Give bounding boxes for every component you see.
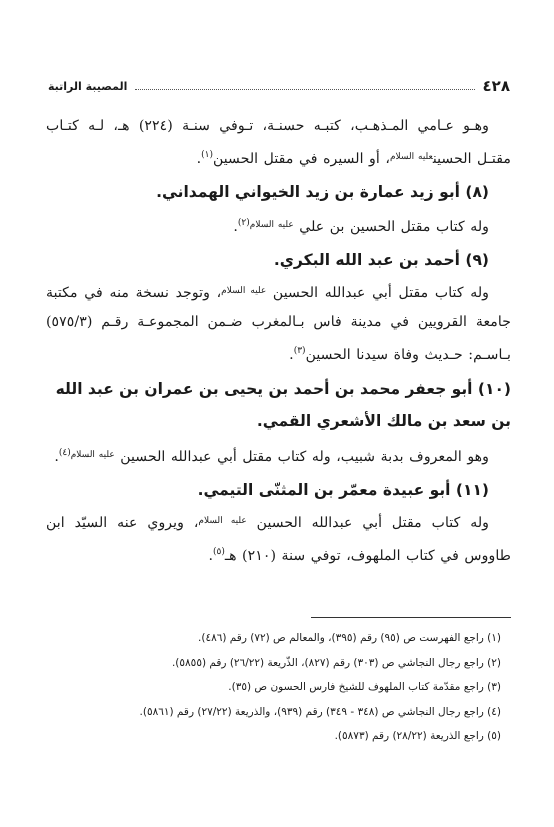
footnote-ref-3[interactable]: (٣) <box>293 346 306 356</box>
footnote-item: (٥) راجع الذريعة (٢٨/٢٢) رقم (٥٨٧٣). <box>334 730 501 742</box>
header-dotted-rule <box>135 89 474 90</box>
footnote-ref-1[interactable]: (١) <box>201 150 213 160</box>
footnote-separator <box>311 617 511 618</box>
running-title: المصيبة الراتبة <box>48 79 128 93</box>
footnote-ref-2[interactable]: (٢) <box>237 218 250 228</box>
paragraph-2: وله كتاب مقتل الحسين بن علي $^{عليه السلام(٢)}$. <box>233 218 489 235</box>
heading-9: (٩) أحمد بن عبد الله البكري. <box>273 251 489 269</box>
blessing-glyph: عليه السلام <box>221 286 267 296</box>
page-header <box>48 76 510 96</box>
heading-10: (١٠) أبو جعفر محمد بن أحمد بن يحيى بن عمران بن عبد الله بن سعد بن مالك الأشعري القمي. <box>55 380 511 430</box>
paragraph-3: وله كتاب مقتل أبي عبدالله الحسين $^{عليه السلام}$، وتوجد نسخة منه في مكتبة جامعة القرويين في مدينة فاس بـالمغرب ضـمن المجموعـة رقـم (٥٧٥/٣) بـاسـم: حـديث وفاة سيدنا الحسين$^{(٣)}$. <box>46 285 511 363</box>
page-number: ٤٢٨ <box>482 77 510 95</box>
footnote-item: (٣) راجع مقدّمة كتاب الملهوف للشيخ فارس الحسون ص (٣٥). <box>228 681 501 693</box>
footnote-item: (٤) راجع رجال النجاشي ص (٣٤٨ - ٣٤٩) رقم (٩٣٩)، والذريعة (٢٧/٢٢) رقم (٥٨٦١). <box>139 705 501 718</box>
heading-11: (١١) أبو عبيدة معمّر بن المثنّى التيمي. <box>197 481 489 499</box>
footnote-ref-5[interactable]: (٥) <box>213 547 225 557</box>
heading-8: (٨) أبو زيد عمارة بن زيد الخيواني الهمداني. <box>156 183 489 201</box>
paragraph-4: وهو المعروف بدبة شبيب، وله كتاب مقتل أبي عبدالله الحسين $^{عليه السلام(٤)}$. <box>54 448 489 465</box>
footnotes <box>46 626 511 749</box>
footnote-item: (٢) راجع رجال النجاشي ص (٣٠٣) رقم (٨٢٧)، الذّريعة (٢٦/٢٢) رقم (٥٨٥٥). <box>171 656 501 669</box>
blessing-glyph: عليه السلام <box>198 516 247 526</box>
footnote-ref-4[interactable]: (٤) <box>58 448 71 458</box>
footnote-item: (١) راجع الفهرست ص (٩٥) رقم (٣٩٥)، والمعالم ص (٧٢) رقم (٤٨٦). <box>198 632 501 644</box>
blessing-glyph: عليه السلام <box>70 450 115 460</box>
blessing-glyph: عليه السلام <box>389 152 433 162</box>
blessing-glyph: عليه السلام <box>249 220 294 230</box>
paragraph-5: وله كتاب مقتل أبي عبدالله الحسين $^{عليه السلام}$، ويروي عنه السيّد ابن طاووس في كتاب الملهوف، توفي سنة (٢١٠) هـ$^{(٥)}$. <box>46 515 511 564</box>
paragraph-1: وهـو عـامي المـذهـب، كتبـه حسنـة، تـوفي سنـة (٢٢٤) هـ، لـه كتـاب مقتـل الحسين$^{عليه السلام}$، أو السيره في مقتل الحسين$^{(١)}$. <box>46 118 511 167</box>
main-text <box>46 112 511 571</box>
